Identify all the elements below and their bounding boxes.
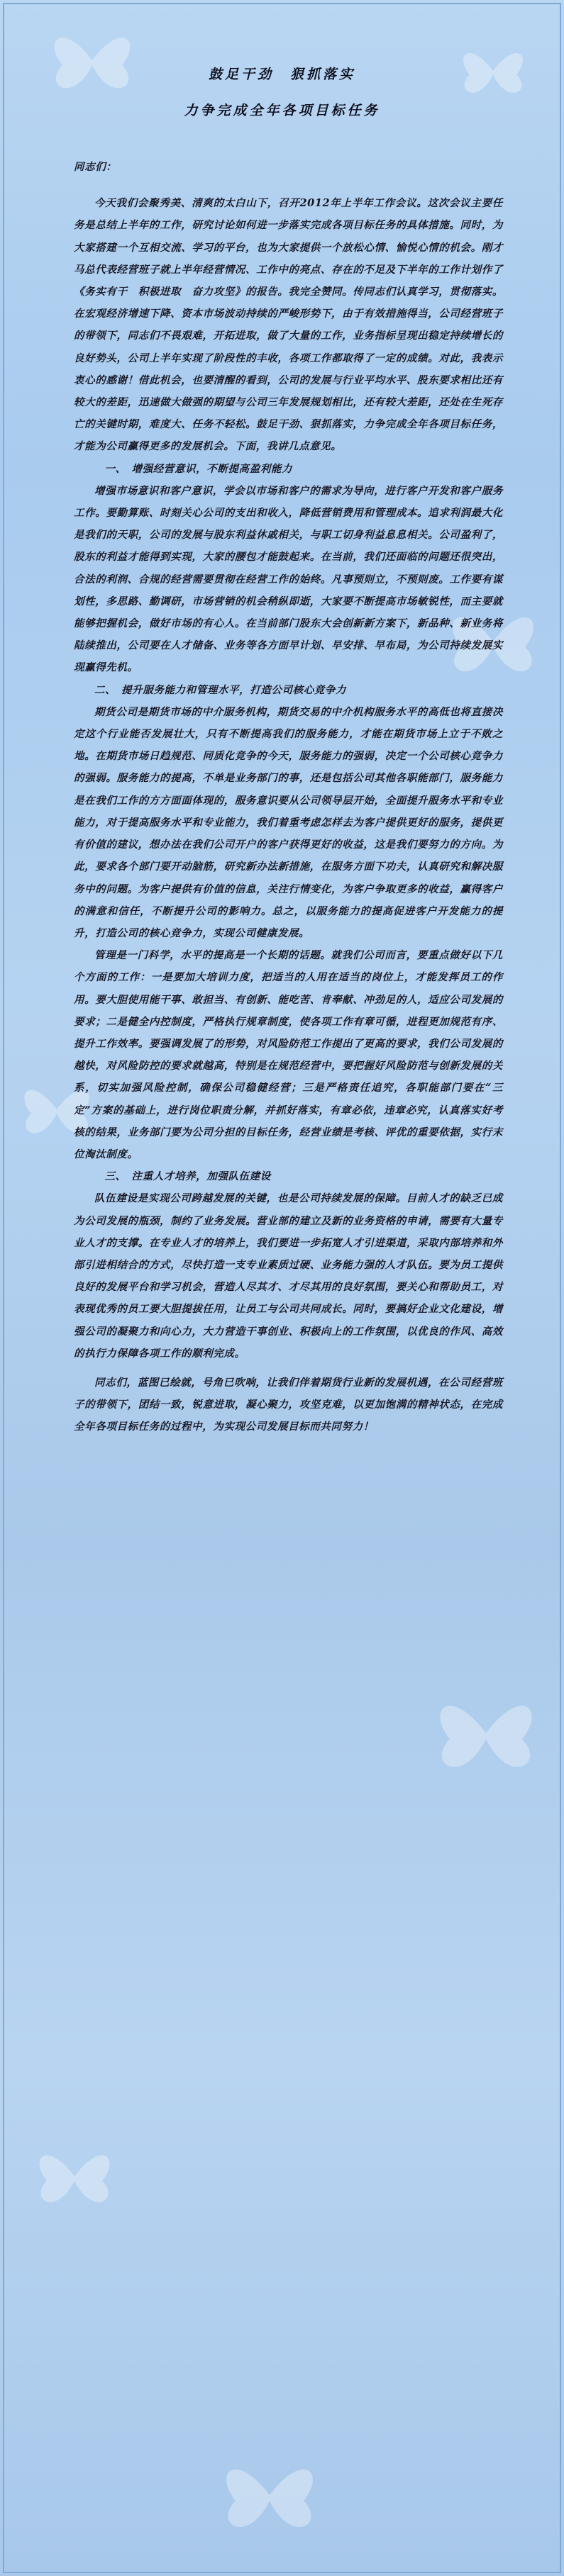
paragraph: 同志们，蓝图已绘就，号角已吹响，让我们伴着期货行业新的发展机遇，在公司经营班子的带领下，团结一致，锐意进取，凝心聚力，攻坚克难，以更加饱满的精神状态，在完成全年各项目标任务的过程中，为实现公司发展目标而共同努力！ [74,1376,503,1433]
section-heading: 三、 注重人才培养，加强队伍建设 [104,1170,271,1183]
paragraph: 期货公司是期货市场的中介服务机构，期货交易的中介机构服务水平的高低也将直接决定这个行业能否发展壮大，只有不断提高我们的服务能力，才能在期货市场上立于不败之地。在期货市场日趋规范、同质化竞争的今天，服务能力的强弱，决定一个公司核心竞争力的强弱。服务能力的提高，不单是业务部门的事，还是包括公司其他各职能部门，服务能力是在我们工作的方方面面体现的，服务意识要从公司领导层开始，全面提升服务水平和专业能力，对于提高服务水平和专业能力，我们着重考虑怎样去为客户提供更好的服务，提供更有价值的建议，想办法在我们公司开户的客户获得更好的收益，这是我们要努力的方向。为此，要求各个部门要开动脑筋，研究新办法新措施，在服务方面下功夫，认真研究和解决服务中的问题。为客户提供有价值的信息，关注行情变化，为客户争取更多的收益，赢得客户的满意和信任，不断提升公司的影响力。总之，以服务能力的提高促进客户开发能力的提升，打造公司的核心竞争力，实现公司健康发展。 [74,705,503,939]
butterfly-icon [28,2127,121,2226]
butterfly-icon [426,1666,546,1801]
paragraph: 管理是一门科学，水平的提高是一个长期的话题。就我们公司而言，要重点做好以下几个方面的工作：一是要加大培训力度，把适当的人用在适当的岗位上，才能发挥员工的作用。要大胆使用能干事、敢担当、有创新、能吃苦、肯奉献、冲劲足的人，适应公司发展的要求；二是健全内控制度，严格执行规章制度，使各项工作有章可循，进程更加规范有序、提升工作效率。要强调发展了的形势，对风险防范工作提出了更高的要求，我们公司发展的越快，对风险防控的要求就越高，特别是在规范经营中，要把握好风险防范与创新发展的关系，切实加强风险控制，确保公司稳健经营；三是严格责任追究，各职能部门要在“三定”方案的基础上，进行岗位职责分解，并抓好落实，有章必依，违章必究，认真落实好考核的结果，业务部门要为公司分担的目标任务，经营业绩是考核、评优的重要依据，实行末位淘汰制度。 [74,949,503,1160]
paragraph: 增强市场意识和客户意识，学会以市场和客户的需求为导向，进行客户开发和客户服务工作。要勤算账、时刻关心公司的支出和收入，降低营销费用和管理成本。追求利润最大化是我们的天职，公司的发展与股东利益休戚相关，与职工切身利益息息相关。公司盈利了，股东的利益才能得到实现，大家的腰包才能鼓起来。在当前，我们还面临的问题还很突出，合法的利润、合规的经营需要贯彻在经营工作的始终。凡事预则立，不预则废。工作要有谋划性，多思路、勤调研，市场营销的机会稍纵即逝，大家要不断提高市场敏锐性，而主要就能够把握机会，做好市场的有心人。在当前部门股东大会创新新方案下，新品种、新业务将陆续推出，公司要在人才储备、业务等各方面早计划、早安排、早布局，为公司持续发展实现赢得先机。 [74,484,503,674]
greeting: 同志们： [74,161,117,173]
document-subtitle: 力争完成全年各项目标任务 [184,103,380,118]
section-heading: 一、 增强经营意识，不断提高盈利能力 [104,462,293,475]
title-block [0,64,564,119]
document-body [74,156,503,1438]
paragraph: 队伍建设是实现公司跨越发展的关键，也是公司持续发展的保障。目前人才的缺乏已成为公司发展的瓶颈，制约了业务发展。营业部的建立及新的业务资格的申请，需要有大量专业人才的支撑。在专业人才的培养上，我们要进一步拓宽人才引进渠道，采取内部培养和外部引进相结合的方式，尽快打造一支专业素质过硬、业务能力强的人才队伍。要为员工提供良好的发展平台和学习机会，营造人尽其才、才尽其用的良好氛围，要关心和帮助员工，对表现优秀的员工要大胆提拔任用，让员工与公司共同成长。同时，要搞好企业文化建设，增强公司的凝聚力和向心力，大力营造干事创业、积极向上的工作氛围，以优良的作风、高效的执行力保障各项工作的顺利完成。 [74,1192,503,1360]
butterfly-icon [213,2438,326,2552]
section-heading: 二、 提升服务能力和管理水平，打造公司核心竞争力 [94,683,347,696]
paragraph: 今天我们会聚秀美、清爽的太白山下，召开2012年上半年工作会议。这次会议主要任务是总结上半年的工作，研究讨论如何进一步落实完成各项目标任务的具体措施。同时，为大家搭建一个互相交流、学习的平台，也为大家提供一个放松心情、愉悦心情的机会。刚才马总代表经营班子就上半年经营情况、工作中的亮点、存在的不足及下半年的工作计划作了《务实有干 积极进取 奋力攻坚》的报告。我完全赞同。传同志们认真学习，贯彻落实。在宏观经济增速下降、资本市场波动持续的严峻形势下，由于有效措施得当，公司经营班子的带领下，同志们不畏艰难，开拓进取，做了大量的工作，业务指标呈现出稳定持续增长的良好势头，公司上半年实现了阶段性的丰收，各项工作都取得了一定的成绩。对此，我表示衷心的感谢！借此机会，也要清醒的看到，公司的发展与行业平均水平、股东要求相比还有较大的差距，迅速做大做强的期望与公司三年发展规划相比，还有较大差距，还处在生死存亡的关键时期，难度大、任务不轻松。鼓足干劲、狠抓落实，力争完成全年各项目标任务，才能为公司赢得更多的发展机会。下面，我讲几点意见。 [74,197,503,453]
document-title: 鼓足干劲 狠抓落实 [208,67,355,82]
